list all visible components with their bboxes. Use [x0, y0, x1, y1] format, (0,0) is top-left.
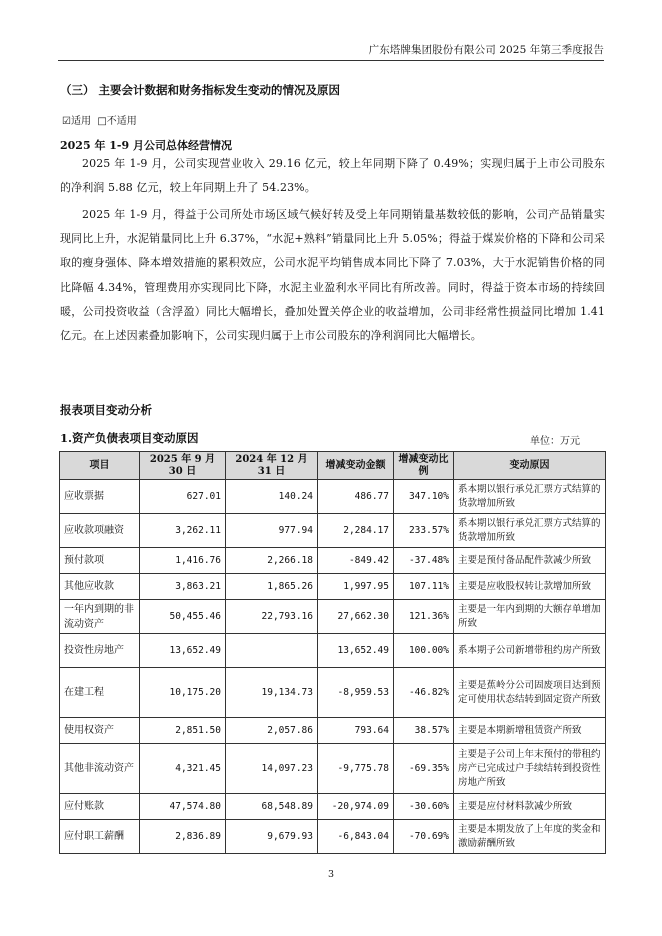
cell-reason: 主要是子公司上年末预付的带租约房产已完成过户手续结转到投资性房地产所致: [454, 744, 606, 794]
cell-ratio: 347.10%: [394, 480, 454, 514]
cell-reason: 主要是预付备品配件款减少所致: [454, 548, 606, 574]
header-change: 增减变动金额: [318, 452, 394, 480]
cell-ratio: 38.57%: [394, 718, 454, 744]
cell-current: 50,455.46: [140, 600, 226, 634]
cell-current: 3,262.11: [140, 514, 226, 548]
cell-current: 4,321.45: [140, 744, 226, 794]
cell-ratio: 107.11%: [394, 574, 454, 600]
overview-subtitle: 2025 年 1-9 月公司总体经营情况: [60, 139, 232, 152]
cell-reason: 主要是应收股权转让款增加所致: [454, 574, 606, 600]
cell-change: 13,652.49: [318, 634, 394, 668]
cell-change: -849.42: [318, 548, 394, 574]
section-title: （三） 主要会计数据和财务指标发生变动的情况及原因: [60, 83, 341, 97]
cell-prior: 9,679.93: [226, 820, 318, 854]
cell-ratio: -70.69%: [394, 820, 454, 854]
header-prior: 2024 年 12 月 31 日: [226, 452, 318, 480]
header-item: 项目: [60, 452, 140, 480]
cell-prior: 22,793.16: [226, 600, 318, 634]
header-current: 2025 年 9 月 30 日: [140, 452, 226, 480]
table-row: [60, 718, 606, 744]
cell-current: 10,175.20: [140, 668, 226, 718]
cell-current: 3,863.21: [140, 574, 226, 600]
cell-item: 其他应收款: [60, 574, 140, 600]
cell-prior: 14,097.23: [226, 744, 318, 794]
applicability-line: [62, 112, 137, 127]
cell-change: -8,959.53: [318, 668, 394, 718]
cell-reason: 主要是应付材料款减少所致: [454, 794, 606, 820]
applicable-label: 适用: [70, 116, 91, 127]
cell-current: 627.01: [140, 480, 226, 514]
cell-change: -9,775.78: [318, 744, 394, 794]
cell-change: 1,997.95: [318, 574, 394, 600]
cell-current: 1,416.76: [140, 548, 226, 574]
table-row: [60, 600, 606, 634]
cell-ratio: -30.60%: [394, 794, 454, 820]
cell-item: 使用权资产: [60, 718, 140, 744]
header-title: 广东塔牌集团股份有限公司 2025 年第三季度报告: [368, 44, 604, 56]
cell-ratio: 121.36%: [394, 600, 454, 634]
not-applicable-label: 不适用: [106, 116, 137, 127]
header-reason: 变动原因: [454, 452, 606, 480]
cell-change: 2,284.17: [318, 514, 394, 548]
cell-change: 486.77: [318, 480, 394, 514]
page-header: [58, 34, 604, 61]
cell-prior: 2,057.86: [226, 718, 318, 744]
analysis-title: 报表项目变动分析: [60, 403, 152, 417]
cell-item: 投资性房地产: [60, 634, 140, 668]
cell-item: 预付款项: [60, 548, 140, 574]
cell-reason: 主要是一年内到期的大额存单增加所致: [454, 600, 606, 634]
cell-prior: 2,266.18: [226, 548, 318, 574]
checked-checkbox-icon: ☑: [62, 116, 71, 127]
table-header-row: [60, 452, 606, 480]
table-row: [60, 514, 606, 548]
table-row: [60, 744, 606, 794]
cell-ratio: 100.00%: [394, 634, 454, 668]
cell-ratio: -69.35%: [394, 744, 454, 794]
cell-reason: 系本期以银行承兑汇票方式结算的货款增加所致: [454, 514, 606, 548]
cell-reason: 主要是本期新增租赁资产所致: [454, 718, 606, 744]
cell-prior: [226, 634, 318, 668]
cell-ratio: -37.48%: [394, 548, 454, 574]
cell-ratio: 233.57%: [394, 514, 454, 548]
cell-prior: 19,134.73: [226, 668, 318, 718]
table-row: [60, 548, 606, 574]
cell-current: 2,851.50: [140, 718, 226, 744]
cell-prior: 68,548.89: [226, 794, 318, 820]
cell-change: 793.64: [318, 718, 394, 744]
table-row: [60, 574, 606, 600]
table-row: [60, 820, 606, 854]
cell-change: 27,662.30: [318, 600, 394, 634]
paragraph-analysis: 2025 年 1-9 月，得益于公司所处市场区域气候好转及受上年同期销量基数较低的影响，公司产品销量实现同比上升，水泥销量同比上升 6.37%，“水泥+熟料”销量同比上升 5.05%；得益于煤炭价格的下降和公司采取的瘦身强体、降本增效措施的累积效应，公司水泥平均销售成本同比下降了 7.03%，大于水泥销售价格的同比降幅 4.34%，管理费用亦实现同比下降，水泥主业盈利水平同比有所改善。同时，得益于资本市场的持续回暖，公司投资收益（含浮盈）同比大幅增长，叠加处置关停企业的收益增加，公司非经常性损益同比增加 1.41 亿元。在上述因素叠加影响下，公司实现归属于上市公司股东的净利润同比大幅增长。: [60, 208, 605, 343]
cell-prior: 1,865.26: [226, 574, 318, 600]
table-row: [60, 480, 606, 514]
cell-item: 应付账款: [60, 794, 140, 820]
cell-current: 2,836.89: [140, 820, 226, 854]
unchecked-checkbox-icon: □: [97, 116, 107, 127]
cell-item: 一年内到期的非流动资产: [60, 600, 140, 634]
cell-current: 13,652.49: [140, 634, 226, 668]
cell-item: 在建工程: [60, 668, 140, 718]
page-number: 3: [327, 869, 335, 880]
cell-prior: 977.94: [226, 514, 318, 548]
table-row: [60, 794, 606, 820]
cell-change: -6,843.04: [318, 820, 394, 854]
cell-ratio: -46.82%: [394, 668, 454, 718]
cell-item: 应收款项融资: [60, 514, 140, 548]
cell-reason: 系本期以银行承兑汇票方式结算的货款增加所致: [454, 480, 606, 514]
cell-reason: 系本期子公司新增带租约房产所致: [454, 634, 606, 668]
cell-current: 47,574.80: [140, 794, 226, 820]
table-row: [60, 668, 606, 718]
cell-reason: 主要是本期发放了上年度的奖金和激励薪酬所致: [454, 820, 606, 854]
cell-item: 应付职工薪酬: [60, 820, 140, 854]
table-row: [60, 634, 606, 668]
balance-sheet-changes-table: [59, 451, 606, 854]
unit-label: 单位：万元: [530, 436, 580, 447]
cell-prior: 140.24: [226, 480, 318, 514]
table-title: 1.资产负债表项目变动原因: [60, 431, 199, 445]
cell-reason: 主要是蕉岭分公司固废项目达到预定可使用状态结转到固定资产所致: [454, 668, 606, 718]
paragraph-revenue: 2025 年 1-9 月，公司实现营业收入 29.16 亿元，较上年同期下降了 0.49%；实现归属于上市公司股东的净利润 5.88 亿元，较上年同期上升了 54.23%。: [60, 157, 605, 195]
cell-item: 应收票据: [60, 480, 140, 514]
cell-item: 其他非流动资产: [60, 744, 140, 794]
cell-change: -20,974.09: [318, 794, 394, 820]
header-ratio: 增减变动比例: [394, 452, 454, 480]
